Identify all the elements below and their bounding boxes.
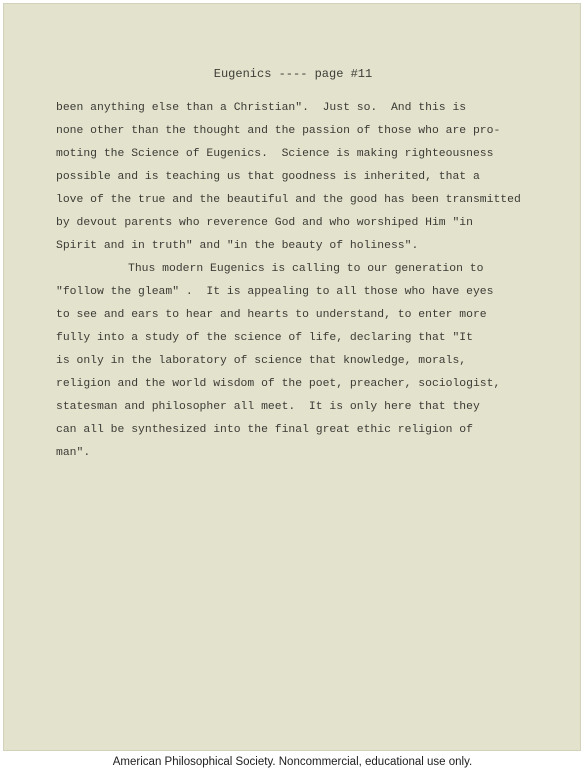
text-line-8: Thus modern Eugenics is calling to our generation to bbox=[128, 263, 484, 275]
text-line-15: can all be synthesized into the final great ethic religion of bbox=[56, 424, 473, 436]
text-line-10: to see and ears to hear and hearts to understand, to enter more bbox=[56, 309, 487, 321]
text-line-4: possible and is teaching us that goodness is inherited, that a bbox=[56, 171, 480, 183]
text-line-12: is only in the laboratory of science that knowledge, morals, bbox=[56, 355, 467, 367]
text-line-7: Spirit and in truth" and "in the beauty of holiness". bbox=[56, 240, 419, 252]
page-header: Eugenics ---- page #11 bbox=[213, 67, 373, 81]
text-line-5: love of the true and the beautiful and the good has been transmitted bbox=[56, 194, 521, 206]
text-line-14: statesman and philosopher all meet. It is only here that they bbox=[56, 401, 480, 413]
text-line-6: by devout parents who reverence God and who worshiped Him "in bbox=[56, 217, 473, 229]
text-line-13: religion and the world wisdom of the poet, preacher, sociologist, bbox=[56, 378, 501, 390]
text-line-9: "follow the gleam" . It is appealing to all those who have eyes bbox=[56, 286, 494, 298]
document-page bbox=[3, 3, 581, 751]
text-line-1: been anything else than a Christian". Just so. And this is bbox=[56, 102, 467, 114]
archive-credit: American Philosophical Society. Noncommercial, educational use only. bbox=[112, 756, 473, 768]
document-body bbox=[56, 97, 556, 465]
text-line-16: man". bbox=[56, 447, 91, 459]
text-line-3: moting the Science of Eugenics. Science is making righteousness bbox=[56, 148, 494, 160]
text-line-11: fully into a study of the science of life, declaring that "It bbox=[56, 332, 473, 344]
text-line-2: none other than the thought and the passion of those who are pro- bbox=[56, 125, 501, 137]
